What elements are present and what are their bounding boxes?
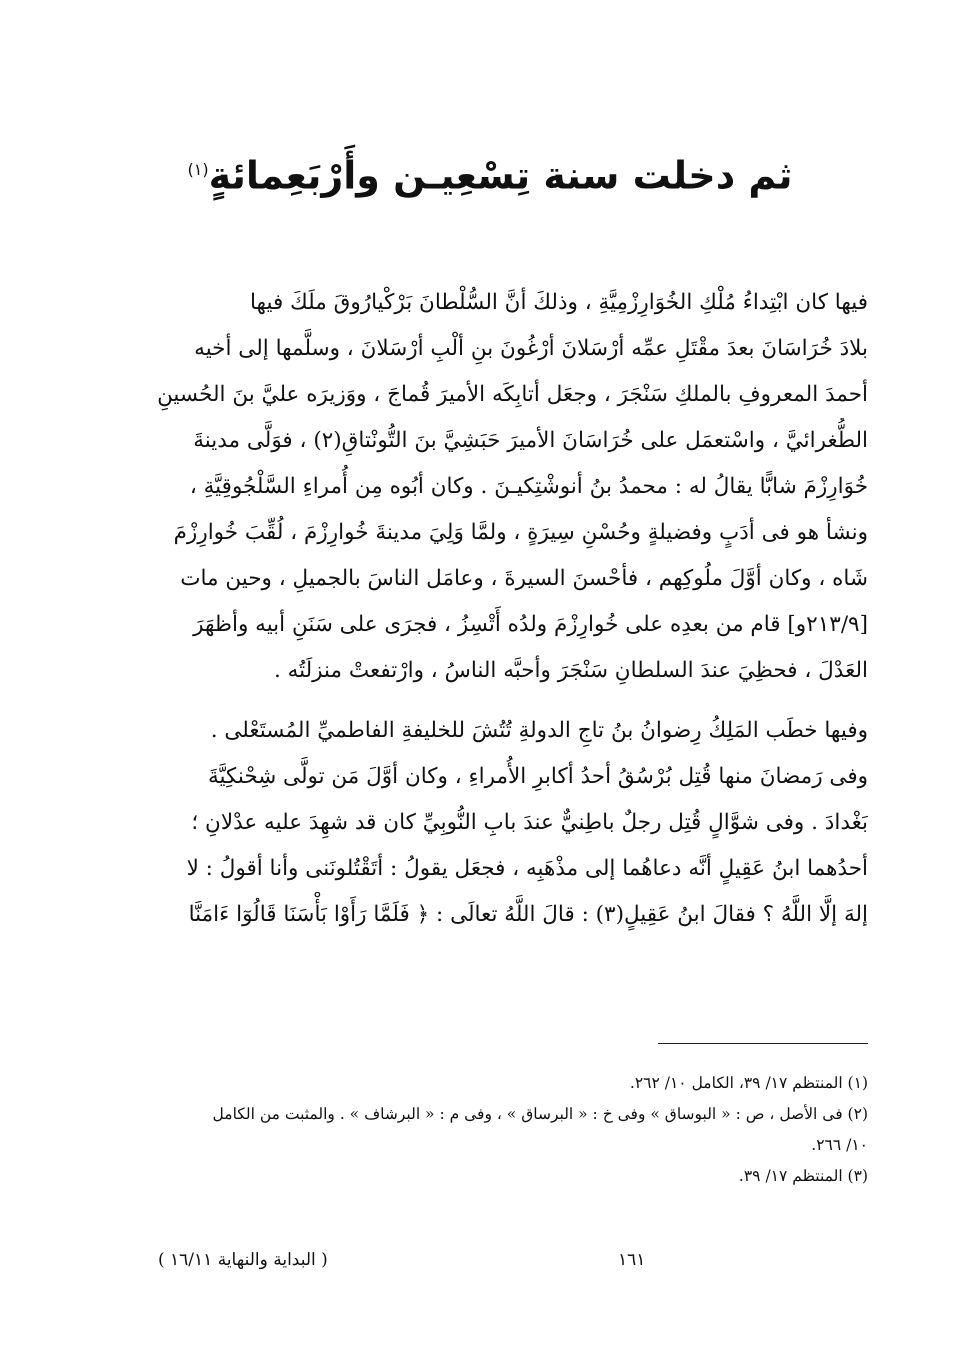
title-footnote-marker: (١) bbox=[187, 160, 209, 179]
page-number: ١٦١ bbox=[618, 1250, 646, 1270]
text-line: [٢١٣/٩و] قام من بعدِه على خُوارِزْمَ ولدُه أَتْسِزُ ، فجرَى على سَنَنِ أبيه وأظهَرَ bbox=[193, 612, 868, 637]
footnote-3: (٣) المنتظم ١٧/ ٣٩. bbox=[738, 1167, 868, 1185]
text-line: خُوَارِزْمَ شابًّا يقالُ له : محمدُ بنُ أنوشْتِكيـنَ . وكان أبُوه مِن أُمراءِ السَّلْجُوقِيَّةِ ، bbox=[189, 474, 868, 499]
page-footer bbox=[150, 1240, 868, 1280]
chapter-title-text: ثم دخلت سنة تِسْعِيـن وأَرْبَعِمائةٍ bbox=[208, 153, 793, 198]
chapter-title bbox=[150, 140, 830, 206]
footnote-2-continued: ١٠/ ٢٦٦. bbox=[811, 1136, 868, 1154]
text-line: وفيها خطَب المَلِكُ رِضوانُ بنُ تاجِ الدولةِ تُتُشَ للخليفةِ الفاطميِّ المُستَعْلى . bbox=[210, 718, 868, 743]
text-line: بلادَ خُرَاسَانَ بعدَ مقْتَلِ عمِّه أرْسَلانَ أرْغُونَ بنِ ألْبِ أرْسَلانَ ، وسلَّمها إلى أخيه bbox=[194, 336, 868, 361]
text-line: بَغْدادَ . وفى شوَّالٍ قُتِل رجلٌ باطِنيٌّ عندَ بابِ النُّوبِيِّ كان قد شهِدَ عليه عدْلانِ ؛ bbox=[191, 810, 868, 835]
book-reference: ( البداية والنهاية ١٦/١١ ) bbox=[158, 1250, 328, 1270]
footnote-separator bbox=[658, 1043, 868, 1044]
text-line: وفى رَمضانَ منها قُتِل بُرْسُقُ أحدُ أكابرِ الأُمراءِ ، وكان أوَّلَ مَن تولَّى شِحْنكِيَّةَ bbox=[207, 764, 868, 789]
paragraph-2 bbox=[150, 708, 868, 938]
text-line: فيها كان ابْتِداءُ مُلْكِ الخُوَارِزْمِيَّةِ ، وذلكَ أنَّ السُّلْطانَ بَرْكْيارُوقَ ملَكَ فيها bbox=[250, 290, 868, 315]
text-line: ونشأ هو فى أدَبٍ وفضيلةٍ وحُسْنِ سِيرَةٍ ، ولمَّا وَلِيَ مدينةَ خُوارِزْمَ ، لُقِّبَ خُوارِزْمَ bbox=[173, 520, 868, 545]
text-line: الطُّغرائيَّ ، واسْتعمَل على خُرَاسَانَ الأميرَ حَبَشِيَّ بنَ التُّونْتاقِ(٢) ، فوَلَّى مدينةَ bbox=[193, 428, 868, 453]
text-line: العَدْلَ ، فحظِيَ عندَ السلطانِ سَنْجَرَ وأحبَّه الناسُ ، وارْتفعتْ منزلَتُه . bbox=[273, 658, 868, 683]
text-line: أحمدَ المعروفِ بالملكِ سَنْجَرَ ، وجعَل أتابِكَه الأميرَ قُماجَ ، ووَزيرَه عليَّ بنَ الحُسينِ bbox=[157, 382, 868, 407]
text-line: إلهَ إلَّا اللَّهُ ؟ فقالَ ابنُ عَقِيلٍ(٣) : قالَ اللَّهُ تعالَى : ﴿ فَلَمَّا رَأَوْا بَأْسَنَا قَالُوٓا ءَامَنَّا bbox=[188, 902, 868, 927]
text-line: شَاه ، وكان أوَّلَ ملُوكِهم ، فأحْسنَ السيرةَ ، وعامَل الناسَ بالجميلِ ، وحين مات bbox=[180, 566, 868, 591]
text-line: أحدُهما ابنُ عَقِيلٍ أنَّه دعاهُما إلى مذْهَبِه ، فجعَل يقولُ : أتَقْتُلونَنى وأنا أقولُ : لا bbox=[186, 856, 868, 881]
footnote-1: (١) المنتظم ١٧/ ٣٩، الكامل ١٠/ ٢٦٢. bbox=[629, 1074, 868, 1092]
body-text bbox=[150, 280, 868, 938]
footnote-2: (٢) فى الأصل ، ص : « البوساق » وفى خ : « البرساق » ، وفى م : « البرشاف » . والمثبت من الكامل bbox=[212, 1105, 868, 1123]
paragraph-1 bbox=[150, 280, 868, 694]
footnotes bbox=[150, 1068, 868, 1192]
